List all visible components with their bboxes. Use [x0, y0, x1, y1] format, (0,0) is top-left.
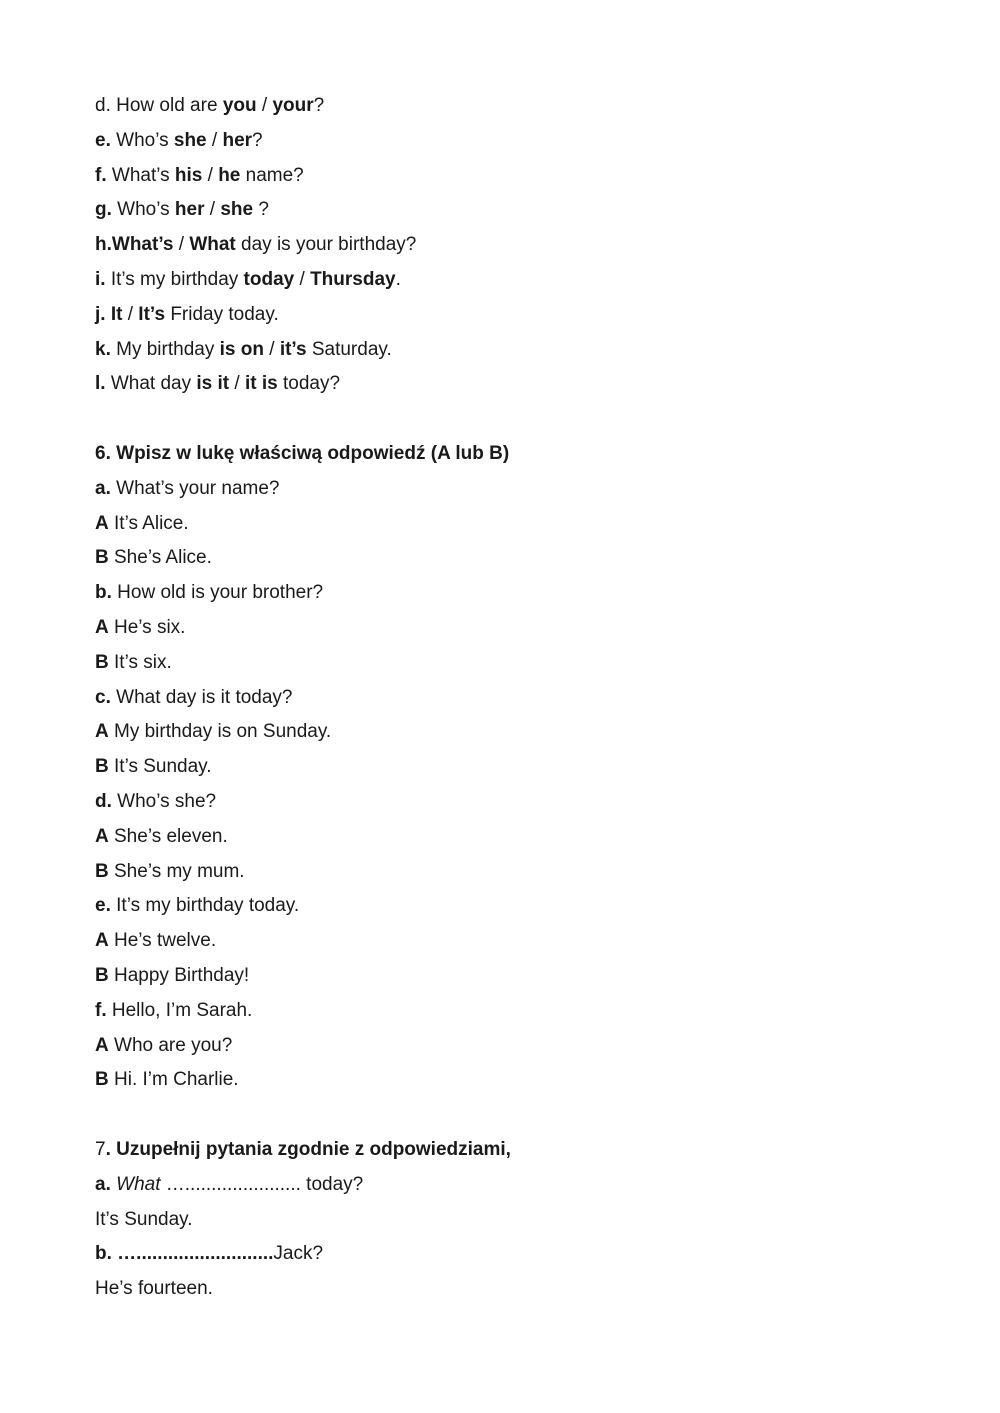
option-2: her: [222, 129, 253, 151]
answer-option-b: B She’s Alice.: [95, 547, 212, 569]
item-letter: f.: [95, 164, 107, 186]
option-2: she: [220, 199, 254, 221]
spacer: [95, 1098, 955, 1133]
question-6f: f. Hello, I’m Sarah.: [95, 999, 253, 1021]
item-letter: l.: [95, 373, 106, 395]
option-label: A: [95, 721, 109, 743]
option-2: it is: [244, 373, 278, 395]
item-letter: b.: [95, 1243, 112, 1265]
section-5-list: [95, 89, 955, 402]
option-2: he: [218, 164, 241, 186]
answer-option-b: B She’s my mum.: [95, 860, 245, 882]
answer-option-b: B It’s six.: [95, 651, 172, 673]
exercise-5d: d. How old are you / your?: [95, 95, 325, 116]
answer-7b: He’s fourteen.: [95, 1278, 213, 1300]
option-2: Thursday: [310, 268, 396, 290]
section-6-heading: [95, 437, 955, 472]
fill-blank: …......................: [160, 1173, 301, 1195]
item-letter: h.: [95, 234, 112, 256]
option-label: A: [95, 512, 109, 534]
option-1: What’s: [111, 234, 174, 256]
exercise-5i: i. It’s my birthday today / Thursday.: [95, 268, 401, 290]
option-2: What: [189, 234, 236, 256]
answer-option-b: B It’s Sunday.: [95, 756, 212, 778]
answer-option-a: A She’s eleven.: [95, 825, 228, 847]
answer-option-b: B Happy Birthday!: [95, 964, 250, 986]
question-7a: a. What …...................... today?: [95, 1173, 364, 1195]
option-label: A: [95, 930, 109, 952]
question-6a: a. What’s your name?: [95, 477, 280, 499]
item-letter: d.: [95, 95, 111, 116]
exercise-5j: j. It / It’s Friday today.: [95, 303, 279, 325]
option-1: she: [173, 129, 207, 151]
item-letter: j.: [95, 303, 106, 325]
exercise-5h: h.What’s / What day is your birthday?: [95, 234, 417, 256]
question-6b: b. How old is your brother?: [95, 582, 324, 604]
section-7: [95, 1133, 955, 1307]
question-6d: d. Who’s she?: [95, 790, 217, 812]
item-letter: a.: [95, 1173, 111, 1195]
question-word: What: [110, 1173, 161, 1195]
exercise-5f: f. What’s his / he name?: [95, 164, 304, 186]
item-letter: f.: [95, 999, 107, 1021]
section-title: Wpisz w lukę właściwą odpowiedź (A lub B): [110, 442, 510, 464]
item-letter: e.: [95, 129, 111, 151]
section-number: 7: [95, 1138, 106, 1160]
answer-option-b: B Hi. I’m Charlie.: [95, 1069, 239, 1091]
item-letter: i.: [95, 268, 106, 290]
answer-option-a: A Who are you?: [95, 1034, 233, 1056]
answer-7a: It’s Sunday.: [95, 1208, 193, 1230]
item-letter: b.: [95, 582, 112, 604]
item-letter: g.: [95, 199, 112, 221]
answer-option-a: A He’s twelve.: [95, 930, 217, 952]
question-6c: c. What day is it today?: [95, 686, 293, 708]
option-label: B: [95, 651, 109, 673]
option-1: today: [243, 268, 295, 290]
option-2: It’s: [138, 303, 166, 325]
question-6e: e. It’s my birthday today.: [95, 895, 300, 917]
option-1: her: [174, 199, 205, 221]
option-1: you: [222, 95, 257, 116]
worksheet-page: [95, 89, 955, 1307]
exercise-5l: l. What day is it / it is today?: [95, 373, 341, 395]
section-number: 6.: [95, 442, 111, 464]
option-label: B: [95, 756, 109, 778]
option-label: B: [95, 860, 109, 882]
answer-option-a: A It’s Alice.: [95, 512, 189, 534]
item-letter: e.: [95, 895, 111, 917]
exercise-5g: g. Who’s her / she ?: [95, 199, 269, 221]
item-letter: c.: [95, 686, 111, 708]
option-label: B: [95, 547, 109, 569]
option-label: A: [95, 825, 109, 847]
exercise-5k: k. My birthday is on / it’s Saturday.: [95, 338, 392, 360]
answer-option-a: A He’s six.: [95, 616, 186, 638]
option-2: your: [272, 95, 314, 116]
exercise-5e: e. Who’s she / her?: [95, 129, 263, 151]
option-1: his: [174, 164, 203, 186]
option-label: B: [95, 1069, 109, 1091]
option-1: It: [110, 303, 123, 325]
spacer: [95, 402, 955, 437]
option-label: B: [95, 964, 109, 986]
item-letter: d.: [95, 790, 112, 812]
item-letter: a.: [95, 477, 111, 499]
section-title: . Uzupełnij pytania zgodnie z odpowiedziami,: [105, 1138, 511, 1160]
option-1: is it: [196, 373, 230, 395]
section-6: [95, 437, 955, 1098]
option-label: A: [95, 1034, 109, 1056]
option-1: is on: [219, 338, 264, 360]
question-7b: b. …..........................Jack?: [95, 1243, 324, 1265]
option-2: it’s: [279, 338, 307, 360]
option-label: A: [95, 616, 109, 638]
fill-blank: …..........................: [111, 1243, 274, 1265]
section-7-heading: [95, 1133, 955, 1168]
item-letter: k.: [95, 338, 111, 360]
answer-option-a: A My birthday is on Sunday.: [95, 721, 332, 743]
